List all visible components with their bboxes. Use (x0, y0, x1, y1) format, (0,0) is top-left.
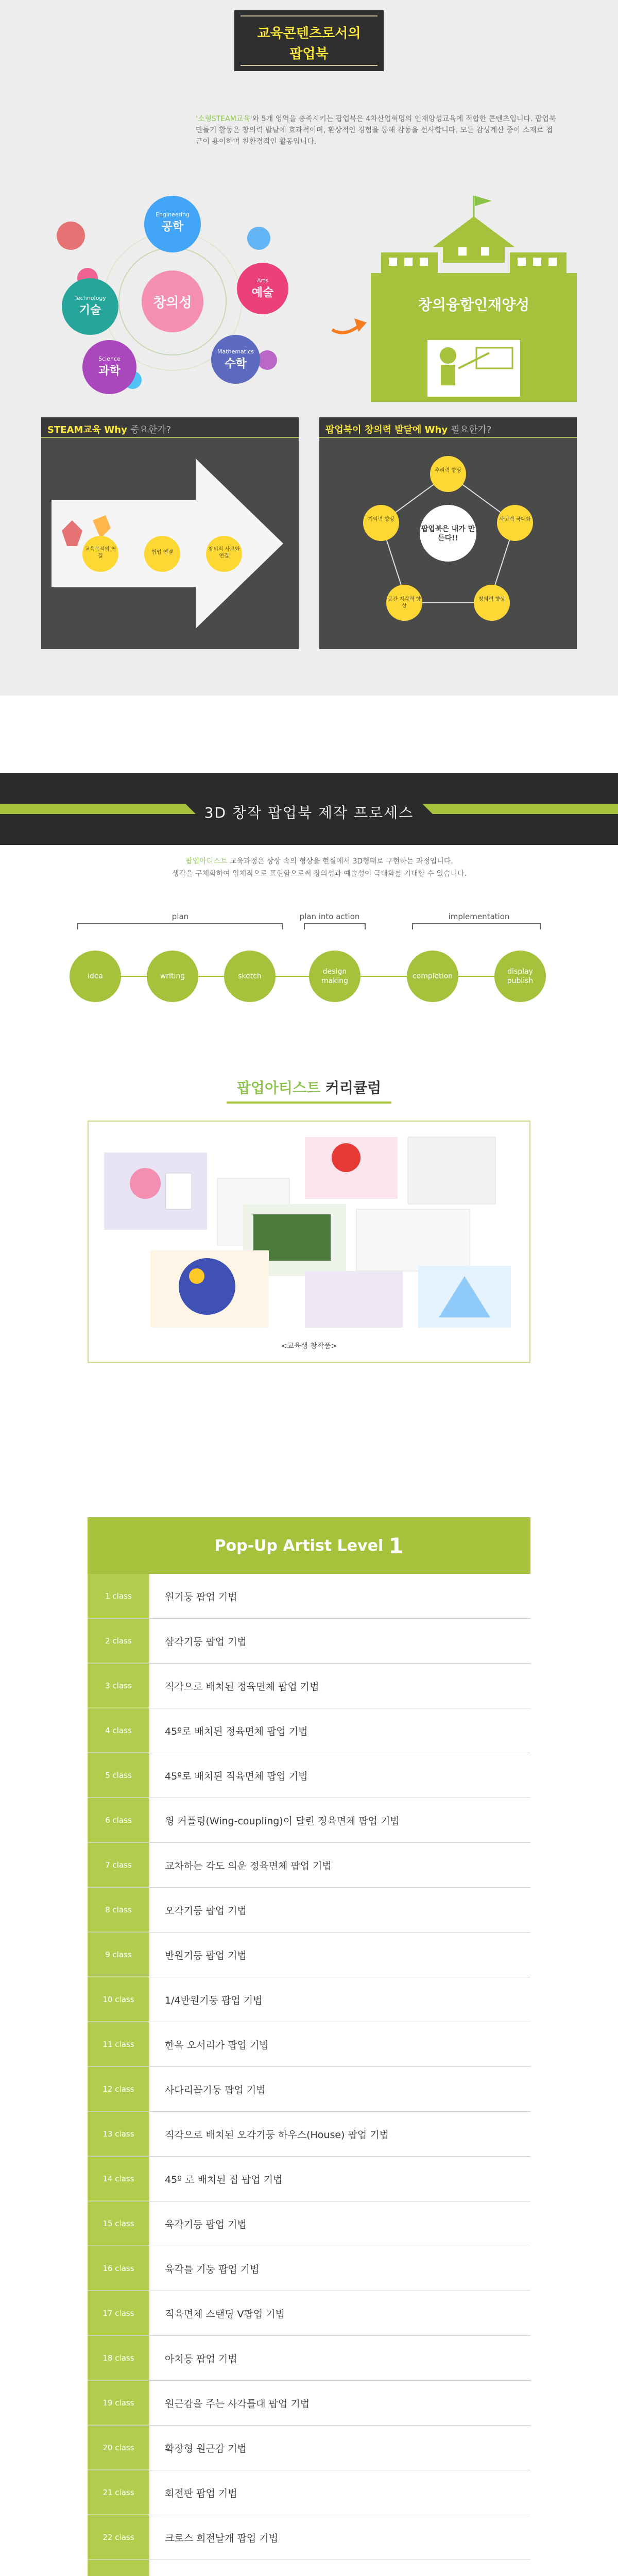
phase-bracket (304, 923, 366, 929)
class-technique-cell: 육각틀 기둥 팝업 기법 (149, 2246, 530, 2291)
intro-highlight: '소형STEAM교육' (196, 115, 252, 123)
process-intro-highlight: 팝업아티스트 (185, 857, 228, 866)
steam-circle-collab: 협업 연결 (144, 536, 180, 572)
class-number-cell: 10 class (88, 1977, 149, 2022)
process-step-design: design making (309, 951, 360, 1002)
curriculum-title (0, 1077, 618, 1097)
table-row (88, 2426, 530, 2470)
intro-text: 와 5개 영역을 총족시키는 팝업북은 4차산업혁명의 인재양성교육에 적합한 콘텐츠입니다. 팝업북 만들기 활동은 창의력 발달에 효과적이며, 환상적인 경험을 통해 감동을 선사합니다. 모든 감성계산 중이 소재로 접근이 용이하며 친환경적인 활동입니다. (196, 115, 556, 146)
bubble-engineering (144, 196, 201, 252)
process-intro-line1: 교육과정은 상상 속의 형상을 현실에서 3D형태로 구현하는 과정입니다. (227, 857, 453, 866)
bubble-ko-label: 과학 (98, 365, 121, 378)
table-row (88, 2470, 530, 2515)
intro-paragraph (196, 113, 556, 147)
table-row (88, 1798, 530, 1843)
table-row (88, 2067, 530, 2112)
class-number-cell: 2 class (88, 1619, 149, 1663)
table-row (88, 2157, 530, 2201)
class-number-cell: 9 class (88, 1933, 149, 1977)
table-row (88, 1708, 530, 1753)
class-technique-cell: 사다리꼴기둥 팝업 기법 (149, 2067, 530, 2111)
class-number-cell (88, 2560, 149, 2576)
table-body (88, 1574, 530, 2576)
class-technique-cell: 45º 로 배치된 집 팝업 기법 (149, 2157, 530, 2201)
table-row (88, 2201, 530, 2246)
table-row (88, 2022, 530, 2067)
table-row (88, 1933, 530, 1977)
popup-circle: 추리력 향상 (430, 456, 466, 492)
panel-header (319, 417, 577, 438)
table-row (88, 1843, 530, 1888)
bubble-en-label: Mathematics (217, 348, 254, 355)
phase-label-action: plan into action (299, 912, 360, 921)
table-header (88, 1517, 530, 1574)
popup-circle: 공간 지각력 향상 (386, 585, 422, 621)
table-row (88, 2560, 530, 2576)
table-row (88, 2381, 530, 2426)
class-technique-cell: 삼각기둥 팝업 기법 (149, 1619, 530, 1663)
bubble-arts (237, 263, 288, 314)
class-technique-cell: 한옥 오서리가 팝업 기법 (149, 2022, 530, 2066)
process-title-band (0, 773, 618, 845)
table-level: 1 (388, 1533, 404, 1558)
class-technique-cell: 직각으로 배치된 정육면체 팝업 기법 (149, 1664, 530, 1708)
process-step-display: display publish (494, 951, 546, 1002)
dot-decoration (258, 350, 277, 370)
class-number-cell: 5 class (88, 1753, 149, 1798)
class-technique-cell: 반원기둥 팝업 기법 (149, 1933, 530, 1977)
class-technique-cell: 아치등 팝업 기법 (149, 2336, 530, 2380)
bubble-ko-label: 수학 (225, 358, 247, 370)
class-technique-cell: 원근감을 주는 사각틀대 팝업 기법 (149, 2381, 530, 2425)
class-number-cell: 17 class (88, 2291, 149, 2335)
class-number-cell: 7 class (88, 1843, 149, 1887)
table-row (88, 1574, 530, 1619)
badge-line-top (241, 15, 377, 16)
class-technique-cell: 윙 커플링(Wing-coupling)이 달린 정육면체 팝업 기법 (149, 1798, 530, 1842)
section-title-badge (234, 10, 384, 71)
class-number-cell: 11 class (88, 2022, 149, 2066)
bubble-en-label: Arts (256, 277, 269, 284)
bubble-en-label: Engineering (156, 211, 190, 218)
panel-title-main: STEAM교육 Why (47, 425, 127, 435)
class-technique-cell: 회전판 팝업 기법 (149, 2470, 530, 2515)
table-row (88, 2336, 530, 2381)
table-row (88, 1888, 530, 1933)
class-number-cell: 3 class (88, 1664, 149, 1708)
bubble-ko-label: 예술 (251, 286, 274, 299)
section-title-line1: 교육콘텐츠로서의 (257, 26, 361, 41)
creativity-center: 창의성 (142, 270, 203, 332)
section-title-line2: 팝업북 (289, 46, 329, 62)
phase-label-implementation: implementation (448, 912, 510, 921)
phase-label-plan: plan (171, 912, 189, 921)
class-technique-cell: 45º로 배치된 정육면체 팝업 기법 (149, 1708, 530, 1753)
class-number-cell: 1 class (88, 1574, 149, 1618)
panel-header (41, 417, 299, 438)
process-step-writing: writing (147, 951, 198, 1002)
popup-circle: 창의력 향상 (474, 585, 510, 621)
class-technique-cell: 직각으로 배치된 오각기둥 하우스(House) 팝업 기법 (149, 2112, 530, 2156)
table-row (88, 2291, 530, 2336)
section-popup-book-intro (0, 0, 618, 696)
panel-steam-why (41, 417, 299, 649)
student-works-photo (88, 1121, 530, 1363)
class-technique-cell (149, 2560, 530, 2576)
class-technique-cell: 45º로 배치된 직육면체 팝업 기법 (149, 1753, 530, 1798)
steam-circle-thinking: 창의적 사고와 연결 (206, 536, 242, 572)
class-technique-cell: 직육면체 스탠딩 V팝업 기법 (149, 2291, 530, 2335)
class-technique-cell: 오각기둥 팝업 기법 (149, 1888, 530, 1932)
class-number-cell: 16 class (88, 2246, 149, 2291)
class-technique-cell: 확장형 원근감 기법 (149, 2426, 530, 2470)
curriculum-title-green: 팝업아티스트 (236, 1079, 321, 1096)
table-row (88, 1619, 530, 1664)
process-step-completion: completion (407, 951, 458, 1002)
process-title: 3D 창작 팝업북 제작 프로세스 (204, 804, 414, 821)
bubble-ko-label: 공학 (161, 221, 184, 233)
process-step-idea: idea (70, 951, 121, 1002)
class-technique-cell: 교차하는 각도 의운 정육면체 팝업 기법 (149, 1843, 530, 1887)
table-row (88, 2515, 530, 2560)
process-intro (139, 855, 500, 880)
class-number-cell: 15 class (88, 2201, 149, 2246)
panel-title (47, 422, 171, 436)
class-number-cell: 22 class (88, 2515, 149, 2560)
class-technique-cell: 원기둥 팝업 기법 (149, 1574, 530, 1618)
class-technique-cell: 육각기둥 팝업 기법 (149, 2201, 530, 2246)
class-technique-cell: 1/4반원기둥 팝업 기법 (149, 1977, 530, 2022)
curriculum-table (88, 1517, 530, 2576)
class-technique-cell: 크로스 회전날개 팝업 기법 (149, 2515, 530, 2560)
class-number-cell: 19 class (88, 2381, 149, 2425)
popup-center-circle: 팝업북은 내가 만든다!! (420, 505, 476, 562)
bubble-en-label: Technology (74, 295, 106, 301)
class-number-cell: 8 class (88, 1888, 149, 1932)
panel-title (325, 422, 491, 436)
popup-circle: 기억력 향상 (363, 505, 399, 541)
class-number-cell: 18 class (88, 2336, 149, 2380)
class-number-cell: 13 class (88, 2112, 149, 2156)
panel-popup-why (319, 417, 577, 649)
photo-caption: <교육생 창작품> (281, 1342, 337, 1350)
bubble-technology (62, 278, 118, 335)
dot-decoration (247, 227, 270, 250)
bubble-en-label: Science (98, 355, 121, 362)
bubble-science (82, 340, 136, 394)
class-number-cell: 6 class (88, 1798, 149, 1842)
popup-artworks-image (89, 1122, 529, 1333)
school-title: 창의융합인재양성 (418, 296, 530, 313)
curriculum-title-dark: 커리큘럼 (320, 1079, 382, 1096)
bubble-mathematics (211, 335, 260, 384)
process-step-sketch: sketch (224, 951, 276, 1002)
table-title: Pop-Up Artist Level (214, 1536, 384, 1555)
curriculum-underline (227, 1101, 391, 1104)
bubble-ko-label: 기술 (79, 304, 101, 317)
class-number-cell: 14 class (88, 2157, 149, 2201)
phase-bracket (77, 923, 283, 929)
class-number-cell: 21 class (88, 2470, 149, 2515)
class-number-cell: 4 class (88, 1708, 149, 1753)
dot-decoration (57, 222, 85, 250)
table-row (88, 1664, 530, 1708)
panel-title-suffix: 중요한가? (130, 425, 171, 435)
panel-title-main: 팝업북이 창의력 발달에 Why (325, 425, 448, 435)
table-row (88, 1753, 530, 1798)
badge-line-bottom (241, 65, 377, 66)
process-intro-line2: 생각을 구체화하여 입체적으로 표현함으로써 창의성과 예술성이 극대화를 기대할 수 있습니다. (172, 870, 467, 878)
steam-circle-purpose: 교육목적의 연결 (82, 536, 118, 572)
arrow-right-icon (330, 309, 371, 340)
steam-bubble-cloud (41, 196, 309, 402)
table-row (88, 1977, 530, 2022)
table-row (88, 2112, 530, 2157)
table-row (88, 2246, 530, 2291)
panel-title-suffix: 필요한가? (451, 425, 492, 435)
class-number-cell: 20 class (88, 2426, 149, 2470)
phase-bracket (412, 923, 541, 929)
class-number-cell: 12 class (88, 2067, 149, 2111)
popup-circle: 사고력 극대화 (497, 505, 533, 541)
school-illustration (366, 191, 582, 407)
